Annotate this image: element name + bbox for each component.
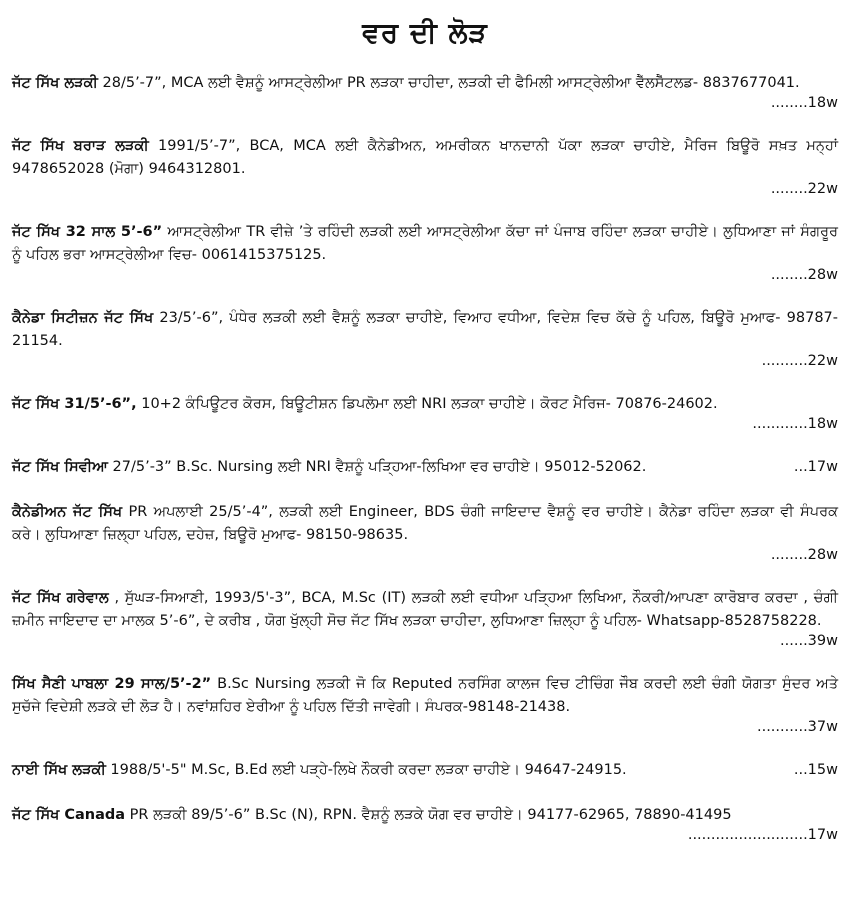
ad-code: ........28w [770, 267, 838, 283]
ad-code: ...........37w [756, 719, 838, 735]
ad-code: ......39w [780, 633, 838, 649]
ad-code: ..........................17w [687, 827, 838, 843]
ad-lead: ਜੱਟ ਸਿੱਖ ਲੜਕੀ [12, 75, 98, 91]
ad-code: ..........22w [761, 353, 838, 369]
ad-body: PR ਅਪਲਾਈ 25/5’-4”, ਲੜਕੀ ਲਈ Engineer, BDS ਚੰਗੀ ਜਾਇਦਾਦ ਵੈਸ਼ਨੂੰ ਵਰ ਚਾਹੀਏ। ਕੈਨੇਡਾ ਰਹਿੰਦਾ ਲੜਕਾ ਵੀ ਸੰਪਰਕ ਕਰੇ। ਲੁਧਿਆਣਾ ਜ਼ਿਲ੍ਹਾ ਪਹਿਲ, ਦਹੇਜ਼, ਬਿਊਰੋ ਮੁਆਫ- 98150-98635. [12, 504, 838, 543]
ad-item [12, 72, 838, 113]
page-title: ਵਰ ਦੀ ਲੋੜ [362, 16, 488, 49]
ad-item [12, 456, 838, 479]
ad-body: 1988/5'-5" M.Sc, B.Ed ਲਈ ਪੜ੍ਹੇ-ਲਿਖੇ ਨੌਕਰੀ ਕਰਦਾ ਲੜਕਾ ਚਾਹੀਏ। 94647-24915. [105, 762, 627, 778]
ad-body: 10+2 ਕੰਪਿਊਟਰ ਕੋਰਸ, ਬਿਊਟੀਸ਼ਨ ਡਿਪਲੋਮਾ ਲਈ NRI ਲੜਕਾ ਚਾਹੀਏ। ਕੋਰਟ ਮੈਰਿਜ- 70876-24602. [136, 396, 718, 412]
ad-item [12, 393, 838, 434]
ad-body: B.Sc Nursing ਲੜਕੀ ਜੋ ਕਿ Reputed ਨਰਸਿੰਗ ਕਾਲਜ ਵਿਚ ਟੀਚਿੰਗ ਜੌਬ ਕਰਦੀ ਲਈ ਚੰਗੀ ਯੋਗਤਾ ਸੁੰਦਰ ਅਤੇ ਸੁਚੱਜੇ ਵਿਦੇਸ਼ੀ ਲੜਕੇ ਦੀ ਲੋੜ ਹੈ। ਨਵਾਂਸ਼ਹਿਰ ਏਰੀਆ ਨੂੰ ਪਹਿਲ ਦਿੱਤੀ ਜਾਵੇਗੀ। ਸੰਪਰਕ-98148-21438. [12, 676, 839, 715]
ad-body: 23/5’-6”, ਪੰਧੇਰ ਲੜਕੀ ਲਈ ਵੈਸ਼ਨੂੰ ਲੜਕਾ ਚਾਹੀਏ, ਵਿਆਹ ਵਧੀਆ, ਵਿਦੇਸ਼ ਵਿਚ ਕੱਚੇ ਨੂੰ ਪਹਿਲ, ਬਿਊਰੋ ਮੁਆਫ- 98787-21154. [12, 310, 839, 349]
ad-code: ........18w [770, 95, 838, 111]
ad-body: ਆਸਟ੍ਰੇਲੀਆ TR ਵੀਜ਼ੇ ’ਤੇ ਰਹਿੰਦੀ ਲੜਕੀ ਲਈ ਆਸਟ੍ਰੇਲੀਆ ਕੱਚਾ ਜਾਂ ਪੰਜਾਬ ਰਹਿੰਦਾ ਲੜਕਾ ਚਾਹੀਏ। ਲੁਧਿਆਣਾ ਜਾਂ ਸੰਗਰੂਰ ਨੂੰ ਪਹਿਲ ਭਰਾ ਆਸਟ੍ਰੇਲੀਆ ਵਿਚ- 0061415375125. [12, 224, 838, 263]
ad-body: PR ਲੜਕੀ 89/5’-6” B.Sc (N), RPN. ਵੈਸ਼ਨੂੰ ਲੜਕੇ ਯੋਗ ਵਰ ਚਾਹੀਏ। 94177-62965, 78890-41495 [125, 807, 732, 823]
ad-lead: ਜੱਟ ਸਿੱਖ 32 ਸਾਲ 5’-6” [12, 224, 163, 240]
ad-lead: ਸਿੱਖ ਸੈਣੀ ਪਾਬਲਾ 29 ਸਾਲ/5’-2” [12, 676, 212, 692]
ad-item [12, 307, 838, 371]
ad-item [12, 501, 838, 565]
ad-item [12, 804, 838, 845]
ad-item [12, 135, 838, 199]
ad-code: ............18w [752, 416, 838, 432]
ad-item [12, 587, 838, 651]
ad-code: ........22w [770, 181, 838, 197]
ad-body: 28/5’-7”, MCA ਲਈ ਵੈਸ਼ਨੂੰ ਆਸਟ੍ਰੇਲੀਆ PR ਲੜਕਾ ਚਾਹੀਦਾ, ਲੜਕੀ ਦੀ ਫੈਮਿਲੀ ਆਸਟ੍ਰੇਲੀਆ ਵੈੱਲਸੈੱਟਲਡ- 8837677041. [97, 75, 800, 91]
ad-body: 27/5’-3” B.Sc. Nursing ਲਈ NRI ਵੈਸ਼ਨੂੰ ਪੜ੍ਹਿਆ-ਲਿਖਿਆ ਵਰ ਚਾਹੀਏ। 95012-52062. [107, 459, 647, 475]
ad-code: ........28w [770, 547, 838, 563]
ad-lead: ਜੱਟ ਸਿੱਖ ਬਰਾੜ ਲੜਕੀ [12, 138, 149, 154]
ad-body: 1991/5’-7”, BCA, MCA ਲਈ ਕੈਨੇਡੀਅਨ, ਅਮਰੀਕਨ ਖਾਨਦਾਨੀ ਪੱਕਾ ਲੜਕਾ ਚਾਹੀਏ, ਮੈਰਿਜ ਬਿਊਰੋ ਸਖ਼ਤ ਮਨ੍ਹਾਂ 9478652028 (ਮੋਗਾ) 9464312801. [12, 138, 838, 177]
ad-item [12, 759, 838, 782]
ad-lead: ਜੱਟ ਸਿੱਖ Canada [12, 807, 126, 823]
ads-list [12, 72, 838, 845]
ad-lead: ਜੱਟ ਸਿੱਖ 31/5’-6”, [12, 396, 137, 412]
ad-lead: ਕੈਨੇਡਾ ਸਿਟੀਜ਼ਨ ਜੱਟ ਸਿੱਖ [12, 310, 154, 326]
ad-body: , ਸੁੱਘੜ-ਸਿਆਣੀ, 1993/5'-3”, BCA, M.Sc (IT) ਲੜਕੀ ਲਈ ਵਧੀਆ ਪੜ੍ਹਿਆ ਲਿਖਿਆ, ਨੌਕਰੀ/ਆਪਣਾ ਕਾਰੋਬਾਰ ਕਰਦਾ , ਚੰਗੀ ਜ਼ਮੀਨ ਜਾਇਦਾਦ ਦਾ ਮਾਲਕ 5’-6”, ਦੇ ਕਰੀਬ , ਯੋਗ ਖੁੱਲ੍ਹੀ ਸੋਚ ਜੱਟ ਸਿੱਖ ਲੜਕਾ ਚਾਹੀਦਾ, ਲੁਧਿਆਣਾ ਜ਼ਿਲ੍ਹਾ ਨੂੰ ਪਹਿਲ- Whatsapp-8528758228. [12, 590, 838, 629]
ad-item [12, 673, 838, 737]
ad-lead: ਜੱਟ ਸਿੱਖ ਗਰੇਵਾਲ [12, 590, 109, 606]
ad-lead: ਜੱਟ ਸਿੱਖ ਸਿਵੀਆ [12, 459, 108, 475]
ad-item [12, 221, 838, 285]
ad-lead: ਕੈਨੇਡੀਅਨ ਜੱਟ ਸਿੱਖ [12, 504, 123, 520]
ad-lead: ਨਾਈ ਸਿੱਖ ਲੜਕੀ [12, 762, 106, 778]
ad-code: ...15w [793, 762, 838, 778]
ad-code: ...17w [793, 459, 838, 475]
